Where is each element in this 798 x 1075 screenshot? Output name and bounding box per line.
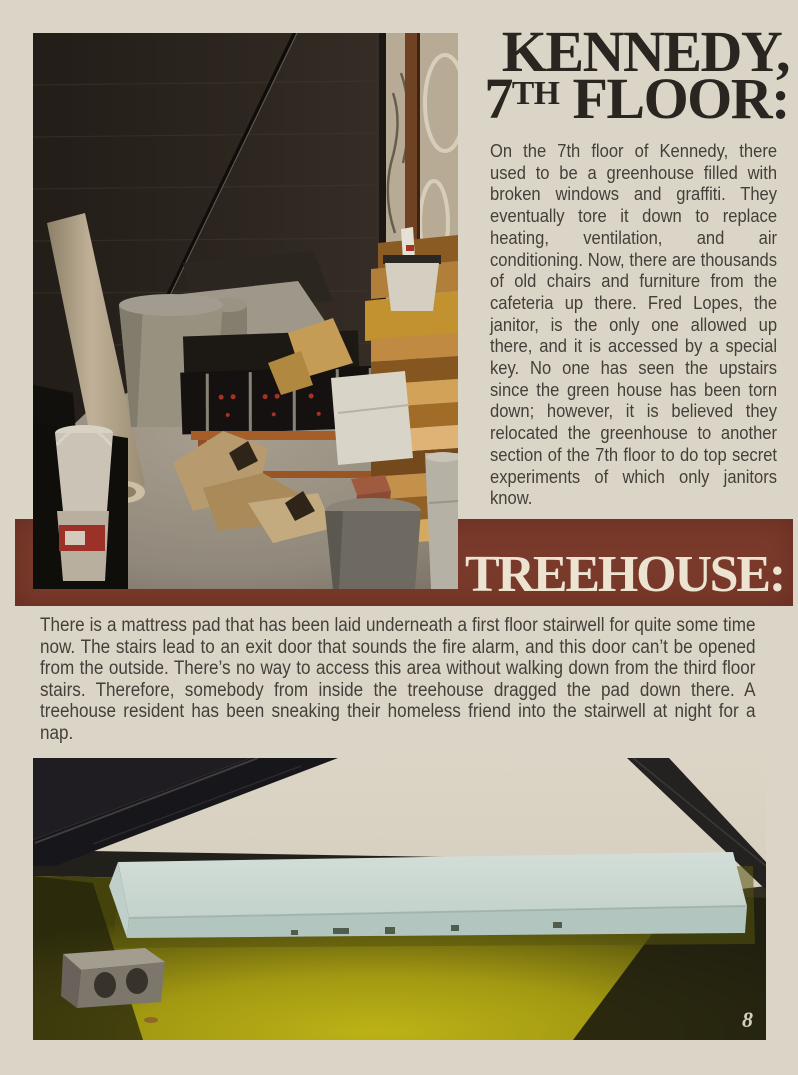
- kennedy-headline-line2: [484, 66, 789, 131]
- stairwell-mattress-photo: [33, 758, 766, 1040]
- kennedy-headline-line1: KENNEDY,: [501, 19, 789, 84]
- kennedy-floor-word: FLOOR:: [559, 66, 789, 131]
- storage-room-photo: [33, 33, 458, 589]
- kennedy-floor-ordinal: TH: [511, 74, 560, 112]
- storage-room-illustration: [33, 33, 458, 589]
- stairwell-illustration: [33, 758, 766, 1040]
- kennedy-floor-number: 7: [484, 66, 512, 131]
- treehouse-body-text: There is a mattress pad that has been laid underneath a first floor stairwell for quite some time now. The stairs lead to an exit door that sounds the fire alarm, and this door can’t be opened from the outside. There’s no way to access this area without walking down from the third floor stairs. Therefore, somebody from inside the treehouse dragged the pad down there. A treehouse resident has been sneaking their homeless friend into the stairwell at night for a nap.: [40, 615, 756, 744]
- page-number: 8: [742, 1007, 753, 1032]
- kennedy-body-text: On the 7th floor of Kennedy, there used to be a greenhouse filled with broken windows and graffiti. They eventually tore it down to replace heating, ventilation, and air conditioning. Now, there are thousands of old chairs and furniture from the cafeteria up there. Fred Lopes, the janitor, is the only one allowed up there, and it is accessed by a special key. No one has seen the upstairs since the green house has been torn down; however, it is believed they relocated the greenhouse to another section of the 7th floor to do top secret experiments of which only janitors know.: [490, 141, 778, 509]
- treehouse-headline: TREEHOUSE:: [465, 546, 784, 603]
- kennedy-headline: [484, 19, 789, 131]
